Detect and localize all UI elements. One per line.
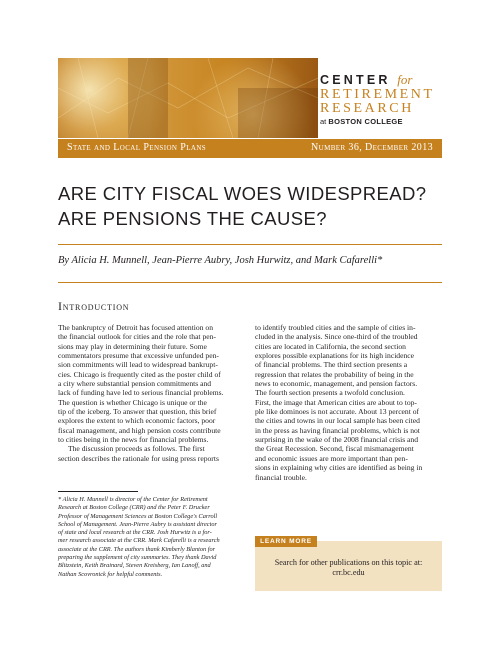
body-line: the Great Recession. Second, fiscal mismanagement <box>255 444 414 454</box>
body-line: news to economic, management, and pension factors. <box>255 379 418 389</box>
body-line: the financial outlook for cities and the role that pen- <box>58 332 216 342</box>
section-heading: Introduction <box>58 299 130 313</box>
body-line: sions in explaining why cities are identified as being in <box>255 463 423 473</box>
body-line: First, the image that American cities are about to top- <box>255 397 417 407</box>
body-line: cities are located in California, the second section <box>255 341 406 351</box>
crr-logo <box>320 72 440 126</box>
learn-more-text <box>255 558 442 578</box>
banner-texture-graphic <box>58 58 318 138</box>
body-line: cies. Chicago is frequently cited as the poster child of <box>58 369 221 379</box>
footnote-rule <box>58 491 138 492</box>
learn-more-tab: LEARN MORE <box>255 536 317 547</box>
title-line-2: ARE PENSIONS THE CAUSE? <box>58 208 327 229</box>
author-byline: By Alicia H. Munnell, Jean-Pierre Aubry, Josh Hurwitz, and Mark Cafarelli* <box>58 255 383 266</box>
body-line: to cities being in the news for financial problems. <box>58 435 209 445</box>
author-footnote <box>58 496 248 579</box>
body-column-left <box>58 323 245 463</box>
footnote-line: School of Management. Jean-Pierre Aubry is assistant director <box>58 520 217 528</box>
body-line: in the press as having financial problems, which is not <box>255 425 420 435</box>
body-line: the cities and towns in our local sample has been cited <box>255 416 420 426</box>
title-rule <box>58 244 442 245</box>
body-line: sions may play in determining their future. Some <box>58 341 207 351</box>
body-line: The discussion proceeds as follows. The first <box>68 444 205 454</box>
learn-more-box <box>255 538 442 591</box>
body-line: section describes the rationale for using press reports <box>58 453 219 463</box>
body-line: The bankruptcy of Detroit has focused attention on <box>58 323 213 332</box>
body-line: The fourth section presents a twofold conclusion. <box>255 388 405 398</box>
footnote-line: Research at Boston College (CRR) and the Peter F. Drucker <box>58 504 210 512</box>
body-line: fiscal management, and high pension costs contribute <box>58 425 221 435</box>
series-band <box>58 139 442 158</box>
body-line: of financial problems. The third section presents a <box>255 360 408 370</box>
body-column-right <box>255 323 442 482</box>
footnote-line: associate at the CRR. The authors thank Kimberly Blanton for <box>58 545 216 553</box>
learn-more-line: Search for other publications on this topic at: <box>274 558 423 567</box>
logo-retirement: RETIREMENT <box>320 87 435 102</box>
body-line: and economic issues are more important than pen- <box>255 453 408 463</box>
series-name: State and Local Pension Plans <box>67 142 207 153</box>
body-line: a city where substantial pension commitments and <box>58 379 212 389</box>
logo-center-line: CENTER for <box>320 72 413 87</box>
body-line: sion commitments will lead to widespread bankrupt- <box>58 360 218 370</box>
learn-more-link[interactable]: crr.bc.edu <box>332 568 365 577</box>
footnote-line: of state and local research at the CRR. Josh Hurwitz is a for- <box>58 529 212 537</box>
body-line: explores the extent to which economic factors, poor <box>58 416 216 426</box>
body-line: tip of the iceberg. To answer that question, this brief <box>58 407 217 417</box>
byline-rule <box>58 282 442 283</box>
body-line: regression that relates the probability of being in the <box>255 369 414 379</box>
footnote-line: mer research associate at the CRR. Mark Cafarelli is a research <box>58 537 220 545</box>
body-line: commentators presume that excessive unfunded pen- <box>58 351 219 361</box>
logo-research: RESEARCH <box>320 101 414 116</box>
body-line: explores possible explanations for its high incidence <box>255 351 415 361</box>
footnote-line: Nathan Scovronick for helpful comments. <box>58 570 163 578</box>
body-line: lack of funding have led to serious financial problems. <box>58 388 224 398</box>
issue-number: Number 36, December 2013 <box>311 142 433 153</box>
body-line: to identify troubled cities and the sample of cities in- <box>255 323 416 332</box>
header-photo-banner <box>58 58 318 138</box>
body-line: financial trouble. <box>255 472 307 482</box>
body-line: ple like dominoes is not accurate. About 13 percent of <box>255 407 420 417</box>
body-line: surprising in the wake of the 2008 financial crisis and <box>255 435 419 445</box>
body-line: cluded in the analysis. Since one-third of the troubled <box>255 332 418 342</box>
footnote-line: Professor of Management Sciences at Boston College's Carroll <box>58 512 218 520</box>
footnote-line: preparing the supplement of city summaries. They thank David <box>58 554 217 562</box>
title-line-1: ARE CITY FISCAL WOES WIDESPREAD? <box>58 183 427 204</box>
footnote-line: Blitzstein, Keith Brainard, Steven Kreisberg, Ian Lanoff, and <box>58 562 211 570</box>
brief-title <box>58 181 448 231</box>
body-line: The question is whether Chicago is unique or the <box>58 397 207 407</box>
footnote-line: * Alicia H. Munnell is director of the Center for Retirement <box>58 496 208 503</box>
logo-boston-college: at BOSTON COLLEGE <box>320 117 403 126</box>
